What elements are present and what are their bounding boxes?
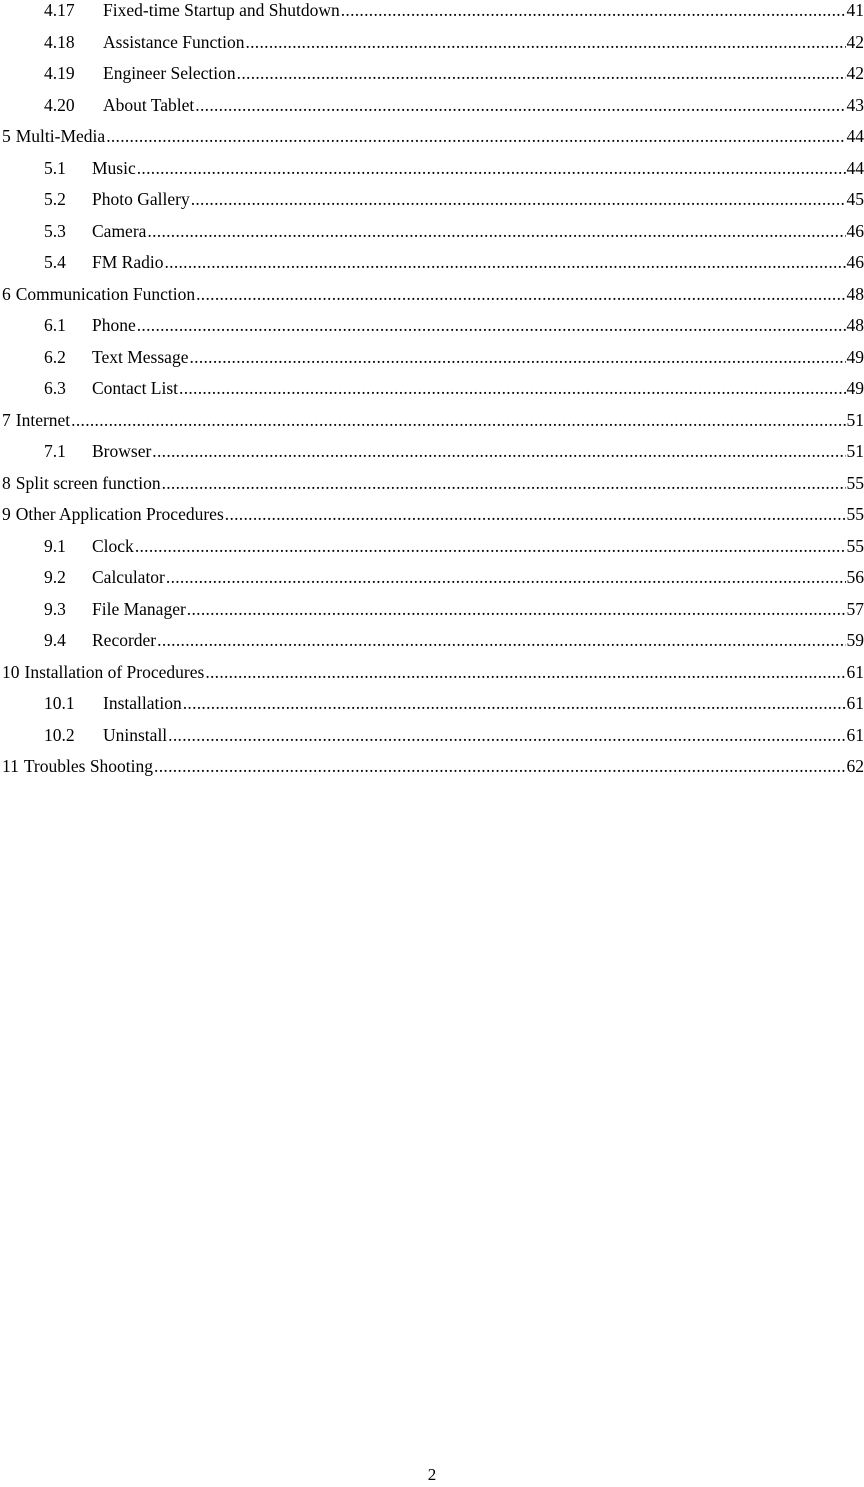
toc-dot-leader — [341, 2, 846, 20]
toc-dot-leader — [135, 538, 846, 556]
toc-dot-leader — [106, 128, 845, 146]
toc-entry-title: Contact List — [92, 378, 179, 398]
toc-entry-number: 5.4 — [44, 252, 66, 272]
toc-entry-page: 46 — [846, 220, 864, 241]
toc-entry[interactable] — [0, 221, 864, 253]
toc-entry-title: Phone — [92, 315, 136, 335]
toc-entry-page: 55 — [846, 535, 864, 556]
toc-entry[interactable] — [0, 189, 864, 221]
toc-entry-number: 10.2 — [44, 724, 75, 745]
toc-entry-page: 61 — [846, 661, 864, 682]
toc-entry-page: 57 — [846, 598, 864, 619]
toc-entry-number: 4.19 — [44, 63, 75, 83]
toc-entry-title: Installation of Procedures — [24, 661, 205, 682]
toc-dot-leader — [183, 695, 846, 713]
toc-entry[interactable] — [0, 158, 864, 190]
toc-entry-number: 10 — [2, 661, 20, 682]
toc-entry-title: Troubles Shooting — [23, 756, 154, 776]
toc-entry-number: 5.2 — [44, 189, 66, 209]
toc-entry-page: 62 — [846, 756, 864, 776]
toc-entry-number: 5 — [2, 126, 11, 146]
toc-entry[interactable] — [0, 504, 864, 536]
toc-entry[interactable] — [0, 252, 864, 284]
page-number: 2 — [427, 1465, 437, 1484]
toc-entry-title: Clock — [92, 535, 134, 556]
toc-dot-leader — [237, 65, 846, 83]
toc-entry-title: Camera — [92, 220, 147, 241]
toc-entry-number: 6.1 — [44, 315, 66, 335]
toc-entry-title: Installation — [103, 693, 182, 713]
toc-dot-leader — [225, 506, 846, 524]
toc-entry-number: 4.20 — [44, 94, 75, 115]
toc-entry-number: 5.1 — [44, 157, 66, 178]
toc-entry-title: Recorder — [92, 630, 157, 650]
toc-dot-leader — [137, 317, 846, 335]
toc-entry[interactable] — [0, 756, 864, 788]
toc-dot-leader — [152, 443, 845, 461]
toc-entry-page: 61 — [846, 724, 864, 745]
toc-entry-number: 9.3 — [44, 598, 66, 619]
toc-dot-leader — [168, 727, 845, 745]
toc-entry[interactable] — [0, 662, 864, 694]
toc-entry[interactable] — [0, 32, 864, 64]
toc-entry-page: 48 — [846, 283, 864, 304]
toc-entry-number: 7 — [2, 409, 11, 430]
toc-entry-title: Music — [92, 157, 136, 178]
toc-entry[interactable] — [0, 315, 864, 347]
toc-entry-title: Fixed-time Startup and Shutdown — [103, 0, 340, 20]
toc-dot-leader — [179, 380, 845, 398]
toc-dot-leader — [205, 664, 845, 682]
toc-entry-page: 51 — [846, 409, 864, 430]
toc-entry-title: Text Message — [92, 346, 189, 367]
toc-entry-number: 4.18 — [44, 31, 75, 52]
toc-entry-page: 44 — [846, 157, 864, 178]
toc-entry-page: 49 — [846, 346, 864, 367]
toc-entry-page: 48 — [846, 315, 864, 335]
toc-dot-leader — [245, 34, 845, 52]
toc-entry[interactable] — [0, 725, 864, 757]
toc-entry-number: 6.3 — [44, 378, 66, 398]
toc-entry[interactable] — [0, 0, 864, 32]
toc-entry[interactable] — [0, 599, 864, 631]
toc-entry-title: FM Radio — [92, 252, 164, 272]
toc-entry[interactable] — [0, 126, 864, 158]
toc-entry[interactable] — [0, 347, 864, 379]
toc-entry-title: Multi-Media — [15, 126, 106, 146]
toc-entry-title: Photo Gallery — [92, 189, 190, 209]
toc-entry-number: 8 — [2, 472, 11, 493]
toc-entry-title: Other Application Procedures — [15, 504, 224, 524]
toc-entry-title: Internet — [15, 409, 71, 430]
toc-entry-title: Assistance Function — [103, 31, 245, 52]
toc-entry-page: 42 — [846, 63, 864, 83]
toc-entry-page: 61 — [846, 693, 864, 713]
toc-entry[interactable] — [0, 378, 864, 410]
toc-dot-leader — [189, 349, 845, 367]
toc-entry-page: 42 — [846, 31, 864, 52]
toc-entry[interactable] — [0, 63, 864, 95]
toc-entry-number: 6 — [2, 283, 11, 304]
toc-entry-page: 56 — [846, 567, 864, 587]
toc-entry-page: 45 — [846, 189, 864, 209]
toc-entry-page: 46 — [846, 252, 864, 272]
toc-entry-title: Split screen function — [15, 472, 161, 493]
toc-entry-page: 51 — [846, 441, 864, 461]
toc-entry[interactable] — [0, 473, 864, 505]
toc-entry[interactable] — [0, 567, 864, 599]
toc-entry-title: About Tablet — [103, 94, 195, 115]
toc-entry[interactable] — [0, 410, 864, 442]
toc-dot-leader — [147, 223, 845, 241]
toc-entry-page: 49 — [846, 378, 864, 398]
toc-entry-number: 9.2 — [44, 567, 66, 587]
toc-entry[interactable] — [0, 441, 864, 473]
toc-entry[interactable] — [0, 630, 864, 662]
toc-dot-leader — [191, 191, 846, 209]
toc-entry-title: Uninstall — [103, 724, 168, 745]
toc-entry-number: 7.1 — [44, 441, 66, 461]
toc-entry-page: 55 — [846, 472, 864, 493]
toc-entry-page: 43 — [846, 94, 864, 115]
toc-dot-leader — [162, 475, 846, 493]
toc-dot-leader — [154, 758, 845, 776]
toc-entry-page: 44 — [846, 126, 864, 146]
toc-entry-title: Browser — [92, 441, 152, 461]
toc-entry[interactable] — [0, 693, 864, 725]
toc-entry[interactable] — [0, 95, 864, 127]
toc-dot-leader — [166, 569, 846, 587]
toc-dot-leader — [195, 97, 845, 115]
toc-entry-title: Communication Function — [15, 283, 196, 304]
toc-entry-number: 5.3 — [44, 220, 66, 241]
toc-dot-leader — [164, 254, 845, 272]
toc-entry-number: 4.17 — [44, 0, 75, 20]
toc-entry-page: 41 — [846, 0, 864, 20]
toc-entry-number: 9.1 — [44, 535, 66, 556]
toc-entry-title: Calculator — [92, 567, 165, 587]
toc-dot-leader — [196, 286, 845, 304]
toc-entry-number: 6.2 — [44, 346, 66, 367]
toc-entry-title: Engineer Selection — [103, 63, 236, 83]
toc-dot-leader — [71, 412, 845, 430]
toc-entry-number: 10.1 — [44, 693, 75, 713]
toc-entry-page: 59 — [846, 630, 864, 650]
toc-entry[interactable] — [0, 536, 864, 568]
toc-entry-number: 9.4 — [44, 630, 66, 650]
toc-entry-number: 11 — [2, 756, 19, 776]
toc-entry[interactable] — [0, 284, 864, 316]
toc-dot-leader — [137, 160, 846, 178]
toc-entry-page: 55 — [846, 504, 864, 524]
toc-entry-title: File Manager — [92, 598, 186, 619]
toc-entry-number: 9 — [2, 504, 11, 524]
toc-dot-leader — [157, 632, 845, 650]
toc-dot-leader — [187, 601, 846, 619]
